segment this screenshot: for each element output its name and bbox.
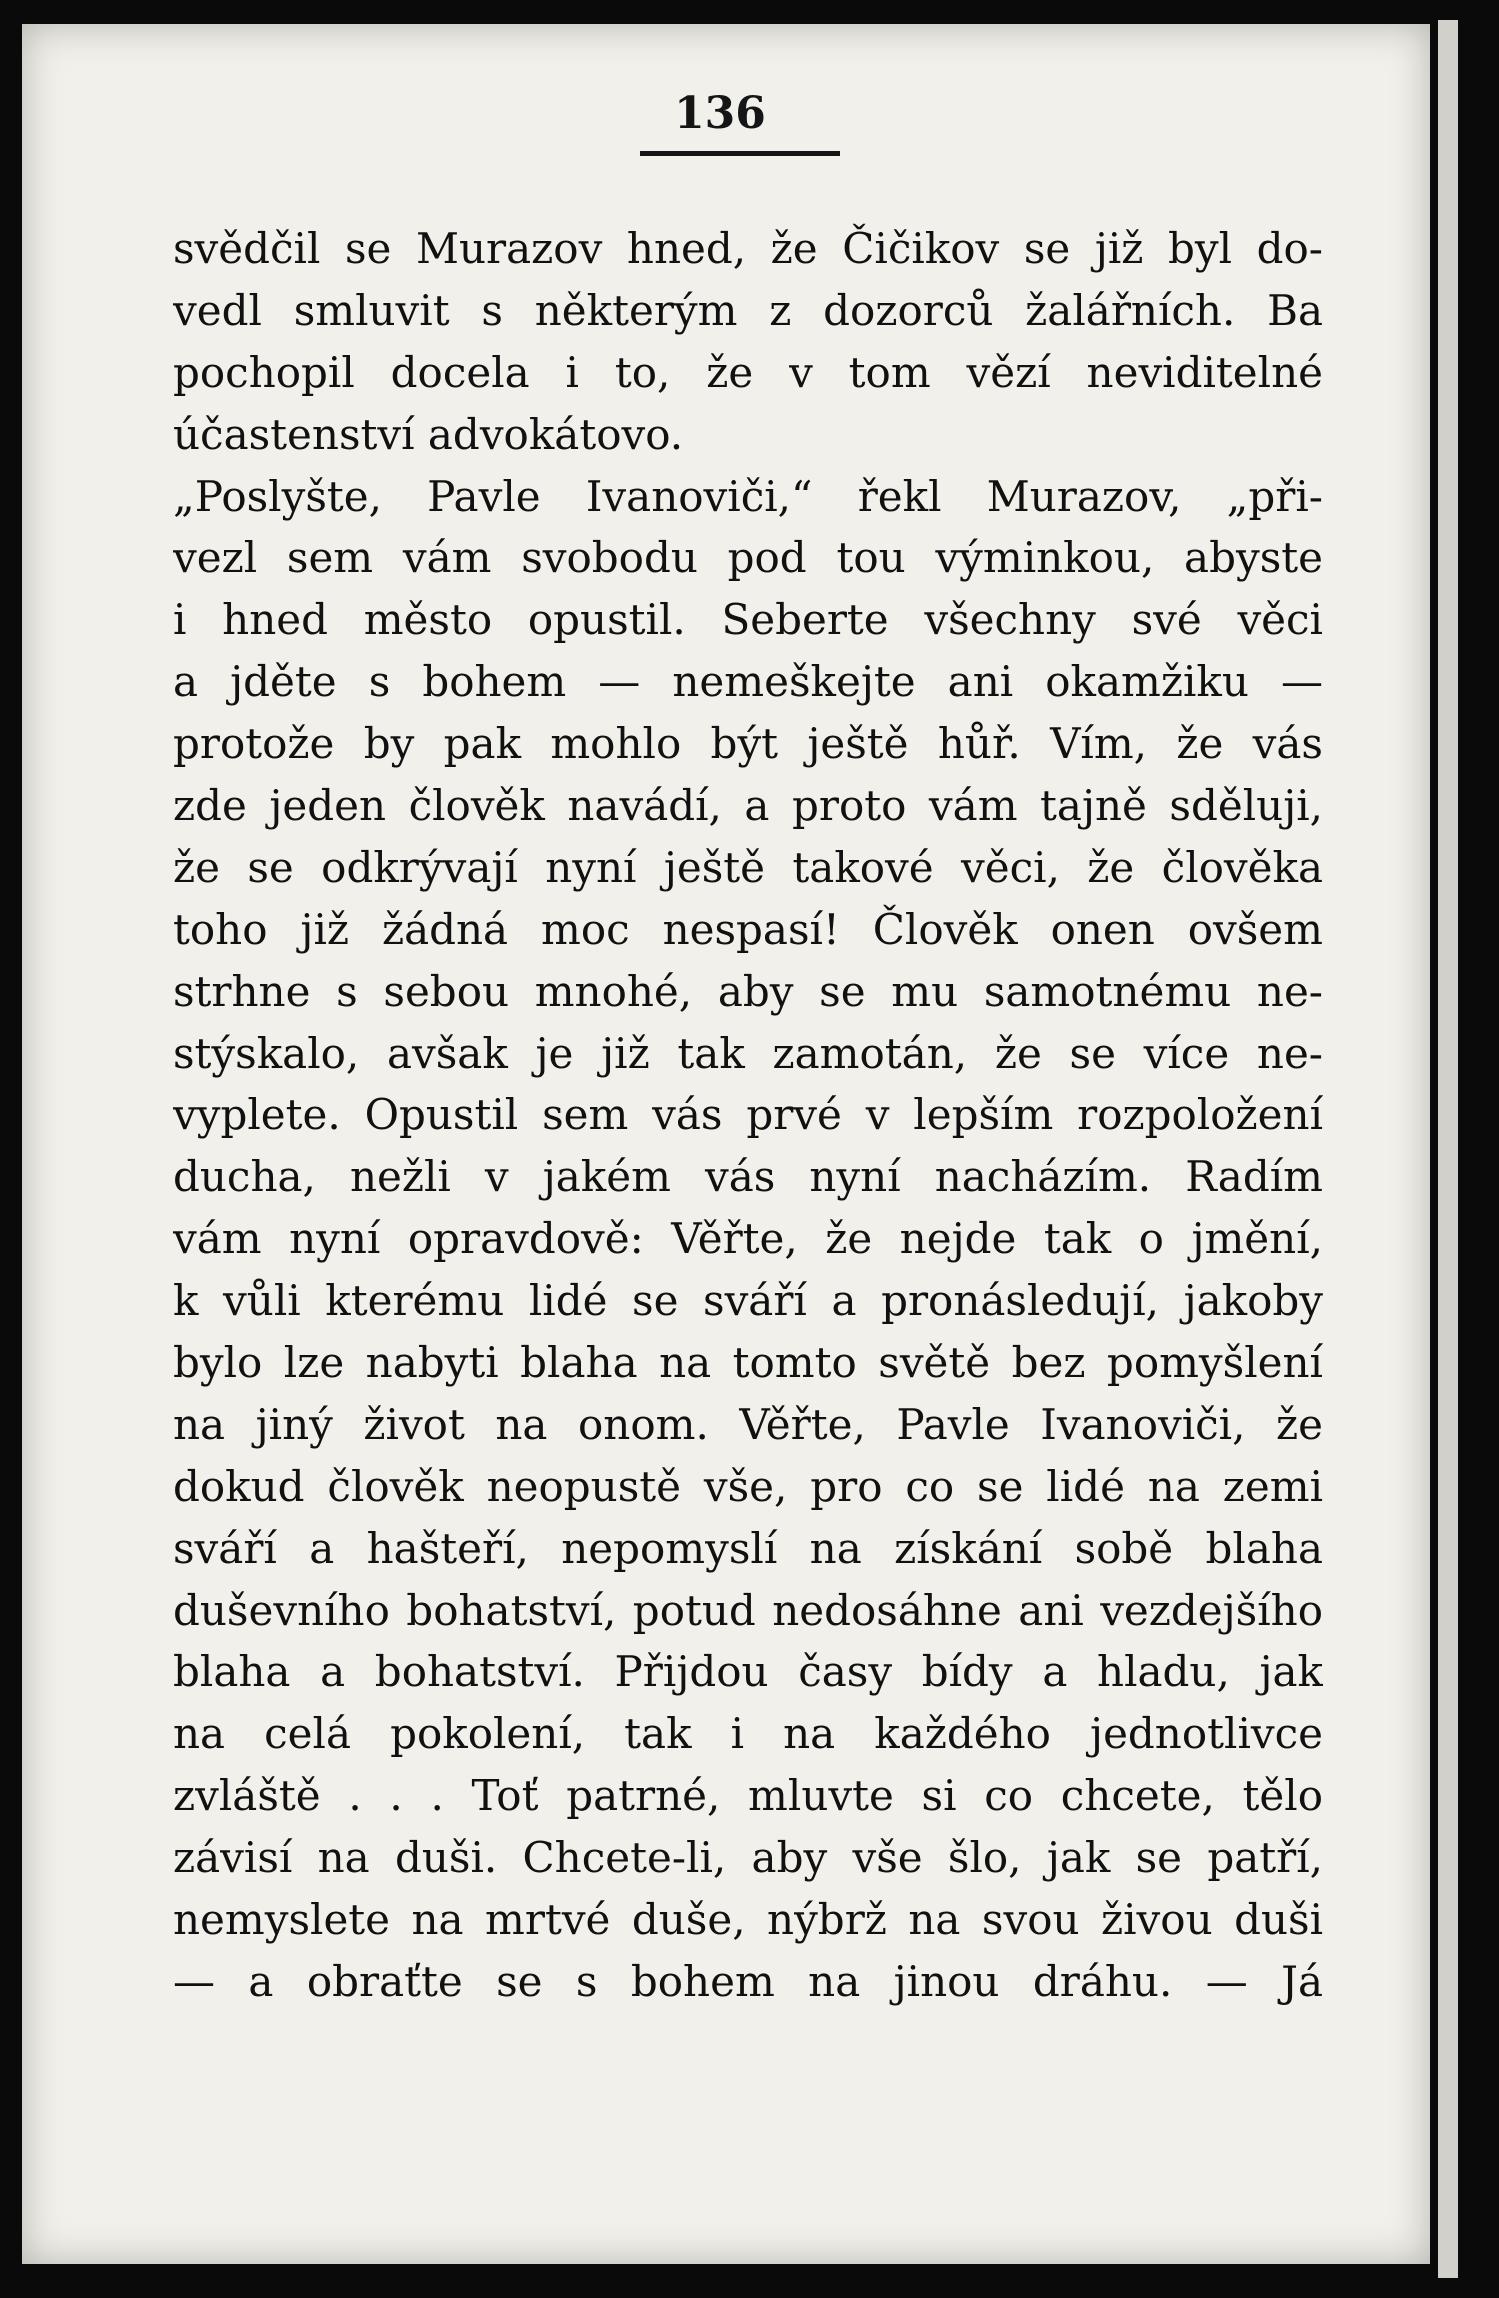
text-line: ducha, nežli v jakém vás nyní nacházím. Radím — [173, 1152, 1323, 1202]
text-line: pochopil docela i to, že v tom vězí neviditelné — [173, 347, 1323, 397]
text-line: duševního bohatství, potud nedosáhne ani vezdejšího — [173, 1585, 1323, 1635]
text-line: vedl smluvit s některým z dozorců žalářních. Ba — [173, 285, 1323, 335]
text-line: zde jeden člověk navádí, a proto vám tajně sděluji, — [173, 781, 1323, 831]
page-number: 136 — [674, 88, 766, 139]
text-line: na jiný život na onom. Věřte, Pavle Ivanoviči, že — [173, 1399, 1323, 1449]
text-line: závisí na duši. Chcete-li, aby vše šlo, jak se patří, — [173, 1833, 1323, 1883]
text-line: „Poslyšte, Pavle Ivanoviči,“ řekl Murazov, „při- — [173, 471, 1323, 521]
text-line: — a obraťte se s bohem na jinou dráhu. — Já — [173, 1956, 1323, 2006]
text-line: toho již žádná moc nespasí! Člověk onen ovšem — [173, 904, 1323, 954]
text-line: dokud člověk neopustě vše, pro co se lidé na zemi — [173, 1461, 1323, 1511]
text-line: sváří a hašteří, nepomyslí na získání sobě blaha — [173, 1523, 1323, 1573]
text-line: bylo lze nabyti blaha na tomto světě bez pomyšlení — [173, 1338, 1323, 1388]
text-line: vezl sem vám svobodu pod tou výminkou, abyste — [173, 533, 1323, 583]
text-line: k vůli kterému lidé se sváří a pronásledují, jakoby — [173, 1276, 1323, 1326]
page-edge — [1438, 20, 1458, 2278]
text-line: vám nyní opravdově: Věřte, že nejde tak o jmění, — [173, 1214, 1323, 1264]
header-rule — [640, 151, 840, 156]
text-line: zvláště . . . Toť patrné, mluvte si co chcete, tělo — [173, 1771, 1323, 1821]
text-line: že se odkrývají nyní ještě takové věci, že člověka — [173, 842, 1323, 892]
text-line: i hned město opustil. Seberte všechny své věci — [173, 595, 1323, 645]
text-line: protože by pak mohlo být ještě hůř. Vím, že vás — [173, 719, 1323, 769]
text-line: nemyslete na mrtvé duše, nýbrž na svou živou duši — [173, 1895, 1323, 1945]
text-line: svědčil se Murazov hned, že Čičikov se již byl do- — [173, 224, 1323, 273]
text-line: stýskalo, avšak je již tak zamotán, že se více ne- — [173, 1028, 1323, 1078]
text-line: strhne s sebou mnohé, aby se mu samotnému ne- — [173, 966, 1323, 1016]
text-line: vyplete. Opustil sem vás prvé v lepším rozpoložení — [173, 1090, 1323, 1140]
text-line: blaha a bohatství. Přijdou časy bídy a hladu, jak — [173, 1647, 1323, 1697]
body-text — [173, 218, 1323, 2013]
text-line: a jděte s bohem — nemeškejte ani okamžiku — — [173, 657, 1323, 707]
text-line: na celá pokolení, tak i na každého jednotlivce — [173, 1709, 1323, 1759]
text-line: účastenství advokátovo. — [173, 409, 684, 459]
